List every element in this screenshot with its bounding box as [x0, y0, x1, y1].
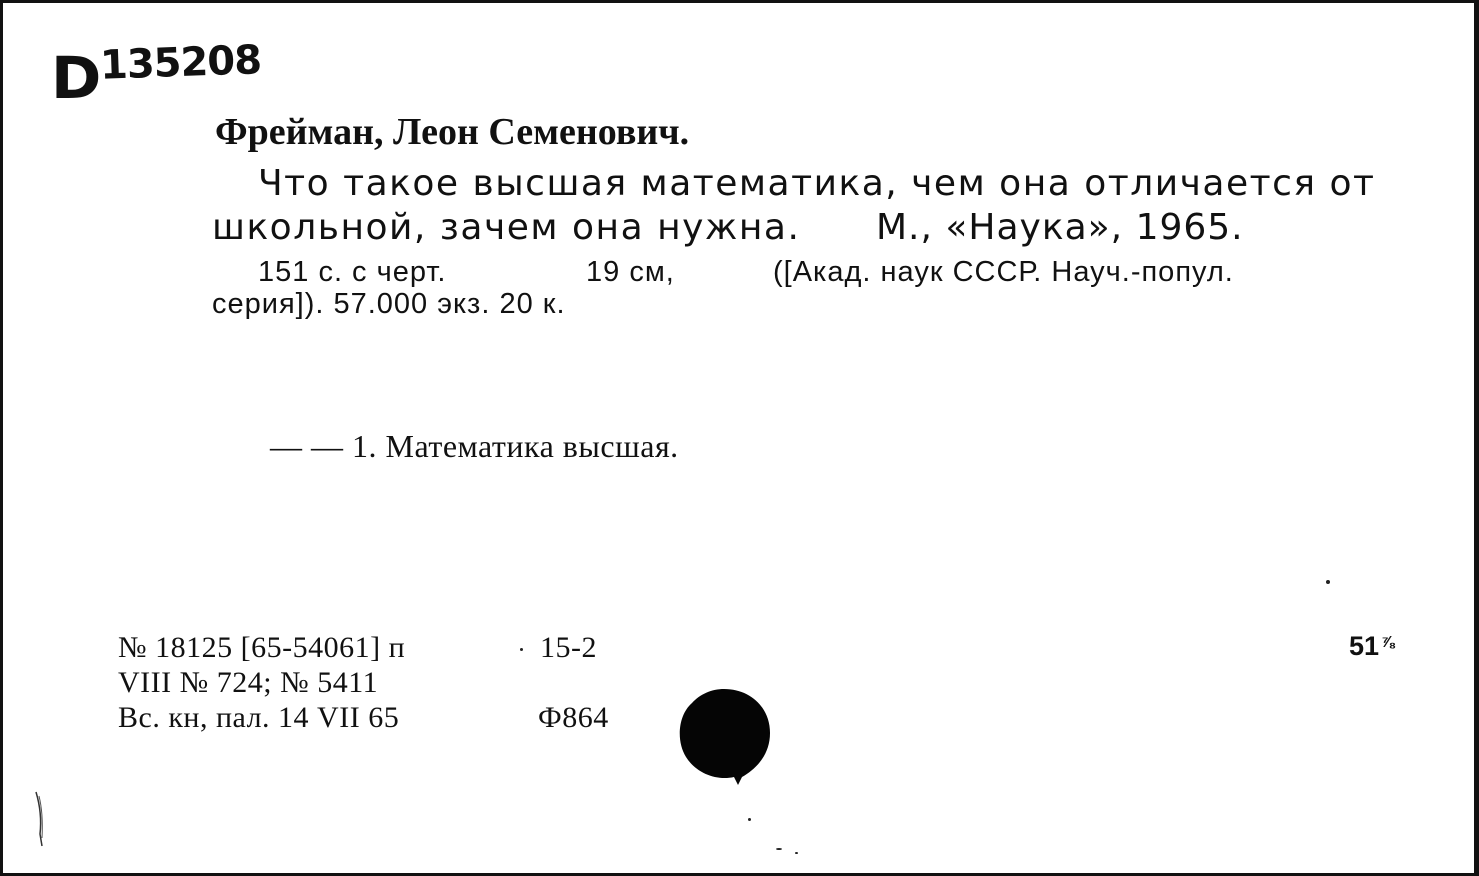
speck — [748, 818, 751, 821]
title-line-1: Что такое высшая математика, чем она отличается от — [258, 163, 1376, 204]
udc-number — [1349, 631, 1394, 662]
author-heading: Фрейман, Леон Семенович. — [215, 111, 690, 153]
speck — [520, 648, 523, 651]
speck — [795, 852, 798, 854]
classification-code: Ф864 — [538, 701, 609, 734]
registration-number: № 18125 [65-54061] п — [118, 631, 406, 664]
collation-size: 19 см, — [586, 256, 675, 288]
series-statement: ([Акад. наук СССР. Науч.-попул. — [773, 256, 1234, 288]
chamber-numbers: VIII № 724; № 5411 — [118, 666, 379, 699]
collation-pages: 151 с. с черт. — [258, 256, 447, 288]
call-number-letter: D — [50, 44, 100, 112]
speck — [776, 848, 782, 850]
udc-fraction-mark: ⅞ — [1381, 634, 1395, 651]
book-chamber-date: Вс. кн, пал. 14 VII 65 — [118, 701, 400, 734]
print-code: 15-2 — [540, 631, 597, 664]
series-statement-end: серия]). 57.000 экз. 20 к. — [212, 288, 566, 320]
call-number — [50, 37, 262, 112]
punch-hole — [676, 685, 772, 785]
imprint: М., «Наука», 1965. — [876, 207, 1244, 248]
subject-heading: — — 1. Математика высшая. — [270, 428, 679, 464]
call-number-digits: 135208 — [99, 37, 262, 89]
title-line-2: школьной, зачем она нужна. — [212, 207, 801, 248]
udc-number-value: 51 — [1349, 631, 1380, 661]
edge-mark — [30, 790, 50, 850]
speck — [1326, 580, 1330, 584]
